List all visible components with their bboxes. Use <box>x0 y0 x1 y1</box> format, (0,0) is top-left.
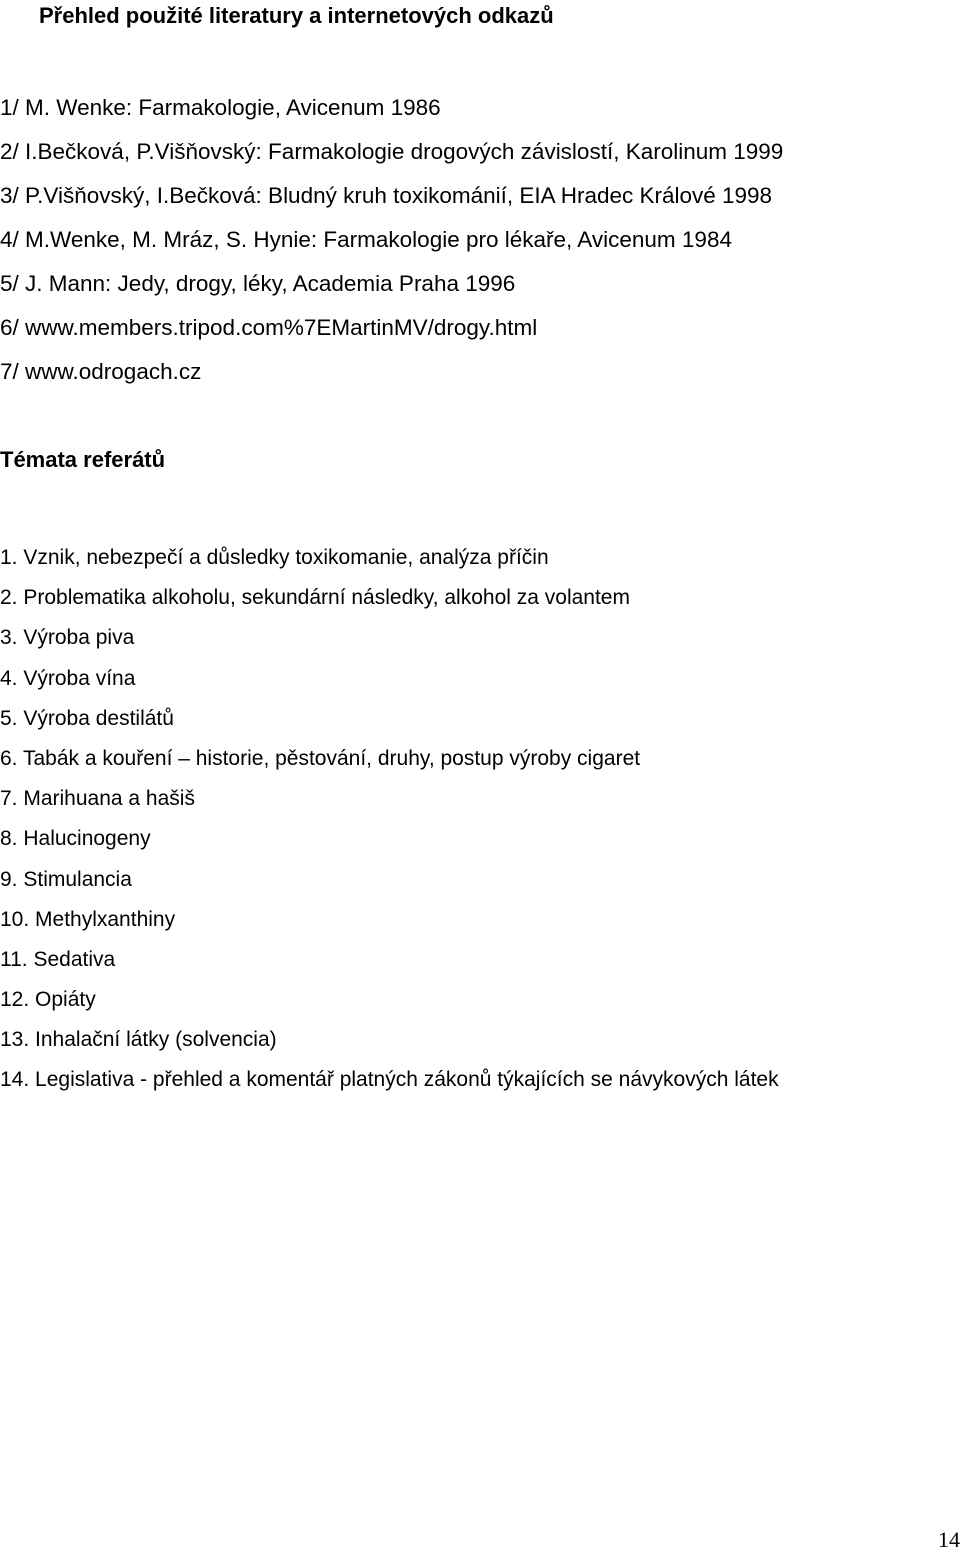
page-number: 14 <box>938 1527 960 1552</box>
topic-item: 10. Methylxanthiny <box>0 907 176 931</box>
topics-list <box>0 538 779 1101</box>
reference-item: 1/ M. Wenke: Farmakologie, Avicenum 1986 <box>0 95 441 120</box>
topic-item: 8. Halucinogeny <box>0 827 151 851</box>
topic-item: 13. Inhalační látky (solvencia) <box>0 1028 277 1052</box>
reference-item: 5/ J. Mann: Jedy, drogy, léky, Academia Praha 1996 <box>0 271 516 296</box>
topic-item: 4. Výroba vína <box>0 666 136 690</box>
topic-item: 1. Vznik, nebezpečí a důsledky toxikomanie, analýza příčin <box>0 546 549 569</box>
references-list <box>0 86 783 394</box>
topic-item: 7. Marihuana a hašiš <box>0 787 195 811</box>
reference-item: 7/ www.odrogach.cz <box>0 359 202 384</box>
topic-item: 6. Tabák a kouření – historie, pěstování, druhy, postup výroby cigaret <box>0 746 641 770</box>
topics-heading: Témata referátů <box>0 447 166 472</box>
reference-item: 6/ www.members.tripod.com%7EMartinMV/drogy.html <box>0 315 538 340</box>
reference-item: 4/ M.Wenke, M. Mráz, S. Hynie: Farmakologie pro lékaře, Avicenum 1984 <box>0 227 732 252</box>
topic-item: 2. Problematika alkoholu, sekundární následky, alkohol za volantem <box>0 586 630 610</box>
topic-item: 5. Výroba destilátů <box>0 706 174 730</box>
topic-item: 14. Legislativa - přehled a komentář platných zákonů týkajících se návykových látek <box>0 1068 779 1092</box>
topic-item: 12. Opiáty <box>0 988 96 1012</box>
reference-item: 2/ I.Bečková, P.Višňovský: Farmakologie drogových závislostí, Karolinum 1999 <box>0 139 784 164</box>
reference-item: 3/ P.Višňovský, I.Bečková: Bludný kruh toxikománií, EIA Hradec Králové 1998 <box>0 183 773 208</box>
topic-item: 11. Sedativa <box>0 947 116 971</box>
topic-item: 3. Výroba piva <box>0 626 135 650</box>
references-heading: Přehled použité literatury a internetových odkazů <box>39 3 554 28</box>
topic-item: 9. Stimulancia <box>0 867 132 891</box>
